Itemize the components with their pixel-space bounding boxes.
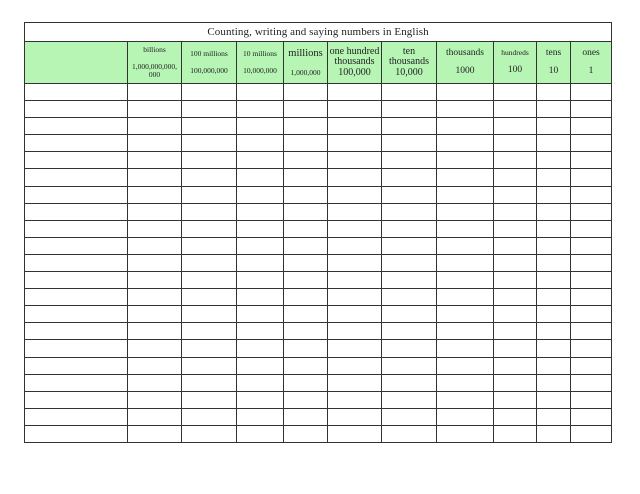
table-cell[interactable] bbox=[571, 169, 612, 186]
header-number: 1,000,000 bbox=[290, 68, 321, 78]
table-row bbox=[25, 340, 612, 357]
table-cell[interactable] bbox=[237, 306, 284, 323]
table-cell[interactable] bbox=[382, 340, 437, 357]
header-name: millions bbox=[288, 48, 323, 60]
table-cell[interactable] bbox=[382, 306, 437, 323]
table-cell[interactable] bbox=[494, 237, 537, 254]
table-cell[interactable] bbox=[382, 374, 437, 391]
table-cell[interactable] bbox=[382, 323, 437, 340]
table-cell[interactable] bbox=[494, 84, 537, 101]
table-cell[interactable] bbox=[128, 340, 182, 357]
table-cell[interactable] bbox=[182, 84, 237, 101]
table-cell[interactable] bbox=[437, 357, 494, 374]
table-cell[interactable] bbox=[328, 169, 382, 186]
header-number: 10,000 bbox=[395, 66, 423, 78]
table-cell[interactable] bbox=[182, 254, 237, 271]
table-cell[interactable] bbox=[237, 374, 284, 391]
table-cell[interactable] bbox=[382, 272, 437, 289]
table-row bbox=[25, 391, 612, 408]
table-cell[interactable] bbox=[571, 152, 612, 169]
table-cell[interactable] bbox=[328, 340, 382, 357]
table-cell[interactable] bbox=[328, 391, 382, 408]
table-cell[interactable] bbox=[25, 289, 128, 306]
table-row bbox=[25, 152, 612, 169]
header-billions bbox=[128, 42, 182, 84]
table-cell[interactable] bbox=[494, 340, 537, 357]
header-millions bbox=[284, 42, 328, 84]
table-cell[interactable] bbox=[328, 323, 382, 340]
number-place-value-table bbox=[24, 22, 611, 457]
table-cell[interactable] bbox=[25, 101, 128, 118]
table-cell[interactable] bbox=[328, 135, 382, 152]
table-cell[interactable] bbox=[237, 357, 284, 374]
table-cell[interactable] bbox=[537, 340, 571, 357]
table-cell[interactable] bbox=[571, 203, 612, 220]
header-name: 10 millions bbox=[243, 49, 277, 59]
table-cell[interactable] bbox=[537, 135, 571, 152]
table-cell[interactable] bbox=[537, 118, 571, 135]
table-cell[interactable] bbox=[284, 289, 328, 306]
table-cell[interactable] bbox=[284, 101, 328, 118]
header-name: one hundred thousands bbox=[329, 45, 380, 68]
header-name: hundreds bbox=[501, 48, 529, 58]
table-cell[interactable] bbox=[237, 425, 284, 442]
table-cell[interactable] bbox=[494, 186, 537, 203]
table-cell[interactable] bbox=[237, 152, 284, 169]
table-cell[interactable] bbox=[25, 306, 128, 323]
table-cell[interactable] bbox=[494, 152, 537, 169]
table-cell[interactable] bbox=[128, 186, 182, 203]
table-cell[interactable] bbox=[284, 357, 328, 374]
table-cell[interactable] bbox=[284, 340, 328, 357]
table-cell[interactable] bbox=[537, 220, 571, 237]
table-cell[interactable] bbox=[182, 118, 237, 135]
table-row bbox=[25, 220, 612, 237]
table-cell[interactable] bbox=[237, 254, 284, 271]
table-cell[interactable] bbox=[437, 220, 494, 237]
table-cell[interactable] bbox=[284, 374, 328, 391]
table-cell[interactable] bbox=[128, 135, 182, 152]
table-cell[interactable] bbox=[571, 391, 612, 408]
table-row bbox=[25, 203, 612, 220]
table-cell[interactable] bbox=[494, 374, 537, 391]
table-cell[interactable] bbox=[182, 203, 237, 220]
table-cell[interactable] bbox=[237, 203, 284, 220]
table-cell[interactable] bbox=[128, 391, 182, 408]
table-cell[interactable] bbox=[437, 203, 494, 220]
table-cell[interactable] bbox=[182, 152, 237, 169]
table-cell[interactable] bbox=[284, 254, 328, 271]
table-cell[interactable] bbox=[571, 237, 612, 254]
table-cell[interactable] bbox=[494, 408, 537, 425]
table-cell[interactable] bbox=[25, 340, 128, 357]
table-cell[interactable] bbox=[128, 203, 182, 220]
table-cell[interactable] bbox=[237, 340, 284, 357]
header-thousands bbox=[437, 42, 494, 84]
table-cell[interactable] bbox=[571, 425, 612, 442]
table-cell[interactable] bbox=[237, 237, 284, 254]
table-cell[interactable] bbox=[328, 289, 382, 306]
table-cell[interactable] bbox=[382, 169, 437, 186]
table-cell[interactable] bbox=[237, 391, 284, 408]
table-cell[interactable] bbox=[571, 340, 612, 357]
table-cell[interactable] bbox=[25, 186, 128, 203]
table-cell[interactable] bbox=[382, 203, 437, 220]
table-cell[interactable] bbox=[25, 374, 128, 391]
table-cell[interactable] bbox=[328, 425, 382, 442]
header-10-millions bbox=[237, 42, 284, 84]
table-cell[interactable] bbox=[382, 152, 437, 169]
table-cell[interactable] bbox=[328, 374, 382, 391]
header-hundreds bbox=[494, 42, 537, 84]
table-cell[interactable] bbox=[182, 186, 237, 203]
table-cell[interactable] bbox=[284, 186, 328, 203]
table-cell[interactable] bbox=[494, 306, 537, 323]
table-row bbox=[25, 425, 612, 442]
table-cell[interactable] bbox=[437, 425, 494, 442]
header-number: 100,000 bbox=[338, 66, 371, 78]
table-cell[interactable] bbox=[182, 237, 237, 254]
table-cell[interactable] bbox=[328, 306, 382, 323]
table-cell[interactable] bbox=[128, 84, 182, 101]
table-cell[interactable] bbox=[237, 323, 284, 340]
table-cell[interactable] bbox=[571, 306, 612, 323]
header-100-millions bbox=[182, 42, 237, 84]
table-cell[interactable] bbox=[537, 101, 571, 118]
table-cell[interactable] bbox=[182, 408, 237, 425]
table-row bbox=[25, 186, 612, 203]
table-cell[interactable] bbox=[437, 135, 494, 152]
place-value-grid bbox=[24, 22, 612, 443]
header-name: ten thousands bbox=[389, 45, 429, 68]
header-ten-thousands bbox=[382, 42, 437, 84]
table-cell[interactable] bbox=[382, 425, 437, 442]
table-cell[interactable] bbox=[284, 152, 328, 169]
table-cell[interactable] bbox=[494, 203, 537, 220]
table-cell[interactable] bbox=[182, 306, 237, 323]
table-cell[interactable] bbox=[182, 272, 237, 289]
table-cell[interactable] bbox=[128, 374, 182, 391]
table-cell[interactable] bbox=[571, 289, 612, 306]
table-cell[interactable] bbox=[437, 254, 494, 271]
table-cell[interactable] bbox=[128, 101, 182, 118]
table-cell[interactable] bbox=[537, 254, 571, 271]
table-cell[interactable] bbox=[284, 118, 328, 135]
table-cell[interactable] bbox=[537, 306, 571, 323]
table-cell[interactable] bbox=[437, 169, 494, 186]
table-cell[interactable] bbox=[328, 118, 382, 135]
table-cell[interactable] bbox=[537, 408, 571, 425]
table-cell[interactable] bbox=[537, 323, 571, 340]
table-row bbox=[25, 101, 612, 118]
table-cell[interactable] bbox=[128, 254, 182, 271]
table-cell[interactable] bbox=[537, 374, 571, 391]
table-cell[interactable] bbox=[382, 220, 437, 237]
table-cell[interactable] bbox=[25, 84, 128, 101]
table-cell[interactable] bbox=[537, 357, 571, 374]
table-row bbox=[25, 135, 612, 152]
header-number: 1 bbox=[588, 65, 594, 76]
table-cell[interactable] bbox=[382, 391, 437, 408]
table-cell[interactable] bbox=[494, 272, 537, 289]
table-cell[interactable] bbox=[437, 289, 494, 306]
table-cell[interactable] bbox=[571, 323, 612, 340]
table-cell[interactable] bbox=[382, 254, 437, 271]
table-cell[interactable] bbox=[328, 220, 382, 237]
table-row bbox=[25, 118, 612, 135]
table-cell[interactable] bbox=[182, 289, 237, 306]
table-cell[interactable] bbox=[237, 289, 284, 306]
table-cell[interactable] bbox=[494, 323, 537, 340]
table-cell[interactable] bbox=[284, 203, 328, 220]
table-cell[interactable] bbox=[25, 323, 128, 340]
table-cell[interactable] bbox=[437, 323, 494, 340]
table-cell[interactable] bbox=[382, 135, 437, 152]
header-tens bbox=[537, 42, 571, 84]
table-cell[interactable] bbox=[537, 272, 571, 289]
table-cell[interactable] bbox=[284, 425, 328, 442]
table-cell[interactable] bbox=[437, 391, 494, 408]
table-cell[interactable] bbox=[494, 118, 537, 135]
table-cell[interactable] bbox=[382, 101, 437, 118]
table-row bbox=[25, 237, 612, 254]
table-cell[interactable] bbox=[128, 306, 182, 323]
header-number: 10,000,000 bbox=[243, 66, 277, 75]
table-cell[interactable] bbox=[494, 391, 537, 408]
table-cell[interactable] bbox=[328, 408, 382, 425]
table-cell[interactable] bbox=[537, 169, 571, 186]
table-cell[interactable] bbox=[537, 152, 571, 169]
header-name: tens bbox=[545, 47, 562, 58]
table-cell[interactable] bbox=[182, 391, 237, 408]
table-cell[interactable] bbox=[382, 186, 437, 203]
table-cell[interactable] bbox=[182, 340, 237, 357]
table-cell[interactable] bbox=[25, 425, 128, 442]
table-cell[interactable] bbox=[182, 374, 237, 391]
table-cell[interactable] bbox=[128, 425, 182, 442]
table-cell[interactable] bbox=[237, 135, 284, 152]
header-row bbox=[25, 42, 612, 84]
table-cell[interactable] bbox=[382, 118, 437, 135]
table-cell[interactable] bbox=[284, 237, 328, 254]
table-cell[interactable] bbox=[237, 220, 284, 237]
table-cell[interactable] bbox=[328, 152, 382, 169]
header-number: 100 bbox=[507, 64, 523, 75]
table-cell[interactable] bbox=[237, 186, 284, 203]
table-cell[interactable] bbox=[284, 391, 328, 408]
table-cell[interactable] bbox=[571, 374, 612, 391]
table-cell[interactable] bbox=[128, 357, 182, 374]
table-row bbox=[25, 169, 612, 186]
table-cell[interactable] bbox=[437, 152, 494, 169]
table-cell[interactable] bbox=[494, 169, 537, 186]
table-cell[interactable] bbox=[537, 425, 571, 442]
table-cell[interactable] bbox=[437, 84, 494, 101]
table-cell[interactable] bbox=[537, 203, 571, 220]
table-cell[interactable] bbox=[437, 374, 494, 391]
table-cell[interactable] bbox=[25, 152, 128, 169]
table-cell[interactable] bbox=[437, 306, 494, 323]
table-cell[interactable] bbox=[328, 237, 382, 254]
table-cell[interactable] bbox=[128, 152, 182, 169]
table-cell[interactable] bbox=[237, 272, 284, 289]
table-cell[interactable] bbox=[284, 323, 328, 340]
table-row bbox=[25, 374, 612, 391]
table-cell[interactable] bbox=[571, 135, 612, 152]
table-cell[interactable] bbox=[128, 237, 182, 254]
table-cell[interactable] bbox=[128, 272, 182, 289]
table-cell[interactable] bbox=[237, 169, 284, 186]
table-cell[interactable] bbox=[494, 254, 537, 271]
table-cell[interactable] bbox=[128, 289, 182, 306]
table-cell[interactable] bbox=[537, 237, 571, 254]
table-cell[interactable] bbox=[237, 84, 284, 101]
table-cell[interactable] bbox=[25, 408, 128, 425]
table-cell[interactable] bbox=[537, 391, 571, 408]
table-cell[interactable] bbox=[128, 169, 182, 186]
table-cell[interactable] bbox=[382, 357, 437, 374]
table-cell[interactable] bbox=[25, 391, 128, 408]
table-cell[interactable] bbox=[328, 84, 382, 101]
header-name: thousands bbox=[446, 47, 484, 58]
header-number: 1000 bbox=[455, 65, 475, 76]
table-cell[interactable] bbox=[537, 289, 571, 306]
table-cell[interactable] bbox=[237, 118, 284, 135]
table-cell[interactable] bbox=[25, 203, 128, 220]
table-cell[interactable] bbox=[571, 118, 612, 135]
header-number: 1,000,000,000, 000 bbox=[132, 62, 177, 79]
header-blank bbox=[25, 42, 128, 84]
table-cell[interactable] bbox=[494, 135, 537, 152]
table-cell[interactable] bbox=[128, 220, 182, 237]
table-row bbox=[25, 254, 612, 271]
header-ones bbox=[571, 42, 612, 84]
table-cell[interactable] bbox=[128, 118, 182, 135]
table-cell[interactable] bbox=[437, 272, 494, 289]
table-cell[interactable] bbox=[284, 272, 328, 289]
table-cell[interactable] bbox=[328, 186, 382, 203]
table-cell[interactable] bbox=[494, 357, 537, 374]
table-cell[interactable] bbox=[437, 408, 494, 425]
table-cell[interactable] bbox=[182, 135, 237, 152]
table-cell[interactable] bbox=[382, 237, 437, 254]
table-cell[interactable] bbox=[237, 408, 284, 425]
table-cell[interactable] bbox=[571, 84, 612, 101]
table-cell[interactable] bbox=[284, 220, 328, 237]
table-cell[interactable] bbox=[328, 203, 382, 220]
table-row bbox=[25, 323, 612, 340]
table-cell[interactable] bbox=[382, 289, 437, 306]
table-cell[interactable] bbox=[25, 254, 128, 271]
table-cell[interactable] bbox=[437, 101, 494, 118]
table-title: Counting, writing and saying numbers in English bbox=[25, 23, 612, 42]
table-row bbox=[25, 306, 612, 323]
table-cell[interactable] bbox=[494, 101, 537, 118]
table-cell[interactable] bbox=[182, 323, 237, 340]
table-cell[interactable] bbox=[284, 84, 328, 101]
table-cell[interactable] bbox=[25, 272, 128, 289]
header-name: 100 millions bbox=[190, 49, 228, 59]
table-cell[interactable] bbox=[25, 237, 128, 254]
table-body bbox=[25, 84, 612, 443]
table-cell[interactable] bbox=[182, 220, 237, 237]
table-cell[interactable] bbox=[328, 254, 382, 271]
table-row bbox=[25, 357, 612, 374]
table-cell[interactable] bbox=[182, 101, 237, 118]
table-cell[interactable] bbox=[284, 408, 328, 425]
table-cell[interactable] bbox=[328, 357, 382, 374]
table-cell[interactable] bbox=[437, 186, 494, 203]
table-cell[interactable] bbox=[437, 340, 494, 357]
table-row bbox=[25, 84, 612, 101]
table-cell[interactable] bbox=[494, 289, 537, 306]
table-cell[interactable] bbox=[382, 408, 437, 425]
header-number: 10 bbox=[548, 65, 559, 76]
table-cell[interactable] bbox=[537, 186, 571, 203]
table-cell[interactable] bbox=[25, 357, 128, 374]
header-name: ones bbox=[582, 47, 600, 58]
table-row bbox=[25, 272, 612, 289]
header-number: 100,000,000 bbox=[190, 66, 228, 75]
table-cell[interactable] bbox=[25, 118, 128, 135]
table-cell[interactable] bbox=[571, 220, 612, 237]
table-cell[interactable] bbox=[182, 169, 237, 186]
table-row bbox=[25, 408, 612, 425]
header-name: billions bbox=[143, 45, 166, 55]
table-cell[interactable] bbox=[494, 220, 537, 237]
table-cell[interactable] bbox=[128, 408, 182, 425]
table-cell[interactable] bbox=[25, 220, 128, 237]
table-cell[interactable] bbox=[571, 186, 612, 203]
table-cell[interactable] bbox=[571, 357, 612, 374]
table-cell[interactable] bbox=[182, 357, 237, 374]
table-cell[interactable] bbox=[571, 101, 612, 118]
table-cell[interactable] bbox=[437, 118, 494, 135]
table-cell[interactable] bbox=[328, 101, 382, 118]
table-cell[interactable] bbox=[128, 323, 182, 340]
table-cell[interactable] bbox=[537, 84, 571, 101]
table-cell[interactable] bbox=[25, 135, 128, 152]
table-cell[interactable] bbox=[25, 169, 128, 186]
header-one-hundred-thousands bbox=[328, 42, 382, 84]
table-cell[interactable] bbox=[437, 237, 494, 254]
table-cell[interactable] bbox=[382, 84, 437, 101]
table-cell[interactable] bbox=[284, 169, 328, 186]
table-cell[interactable] bbox=[494, 425, 537, 442]
table-cell[interactable] bbox=[284, 135, 328, 152]
table-cell[interactable] bbox=[571, 272, 612, 289]
table-cell[interactable] bbox=[571, 408, 612, 425]
table-row bbox=[25, 289, 612, 306]
table-cell[interactable] bbox=[328, 272, 382, 289]
table-cell[interactable] bbox=[284, 306, 328, 323]
table-cell[interactable] bbox=[237, 101, 284, 118]
table-cell[interactable] bbox=[571, 254, 612, 271]
table-cell[interactable] bbox=[182, 425, 237, 442]
